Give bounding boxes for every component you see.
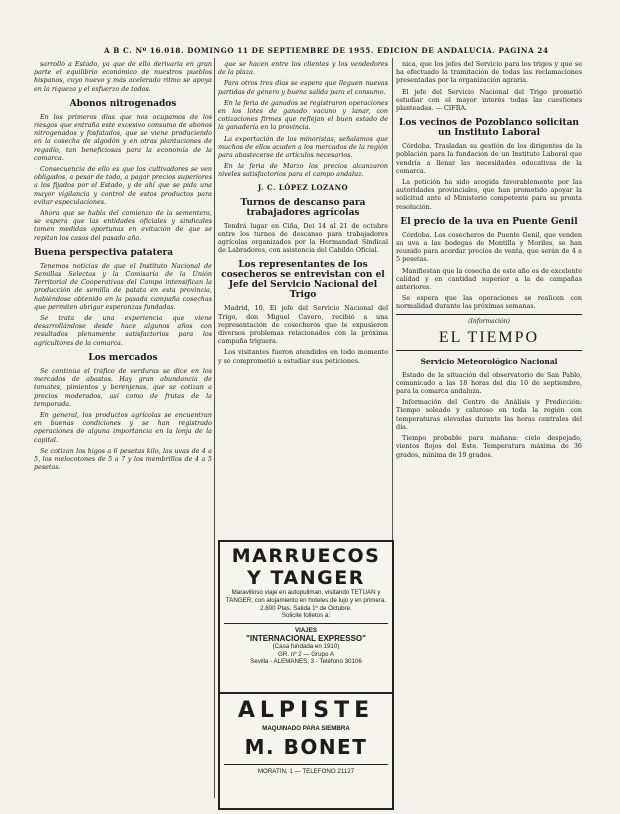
article-text: nica, que los jefes del Servicio para los trigos y que se ha efectuado la tramitación de todas las reclamaciones presentadas por la organización agraria.	[396, 60, 582, 85]
article-text: Tenemos noticias de que el Instituto Nacional de Semillas Selectas y la Comisaría de la Unión Territorial de Cooperativas del Campo intensifican la producción de semilla de patata en esta provincia, habiéndose obtenido en la pasada campaña cosechas que permiten abrigar esperanzas fundadas.	[34, 261, 212, 311]
article-text: Ahora que se habla del comienzo de la sementera, se espera que las entidades oficiales y sindicales tomen medidas oportunas en evitación de que se repitan los casos del pasado año.	[34, 209, 212, 242]
ad-address: MORATIN, 1 — TELEFONO 21127	[257, 767, 355, 775]
headline-cosecheros: Los representantes de los cosecheros se entrevistan con el Jefe del Servicio Nacional del Trigo	[221, 260, 385, 301]
ad-viajes: VIAJES	[294, 627, 317, 635]
article-text: Tendrá lugar en Ciña, Dei 14 al 21 de octubre entre los turnos de descanso para trabajadores agrícolas organizados por la Hermandad Sindical de Labradores, con asistencia del Cabildo Oficial.	[218, 221, 388, 255]
headline-pozoblanco: Los vecinos de Pozoblanco solicitan un Instituto Laboral	[399, 118, 579, 139]
article-text: Para otros tres días se espera que lleguen nuevas partidas de género y buena salida para el consumo.	[218, 79, 388, 96]
headline-patatera: Buena perspectiva patatera	[34, 247, 174, 258]
headline-mercados: Los mercados	[88, 352, 158, 363]
article-text: que se hacen entre los clientes y los vendedores de la plaza.	[218, 60, 388, 77]
ad-group: GR. nº 2 — Grupo A	[278, 650, 334, 658]
headline-uva: El precio de la uva en Puente Genil	[400, 216, 578, 227]
article-text: Información del Centro de Análisis y Predicción: Tiempo soleado y caluroso en toda la región con temperaturas elevadas durante las horas centrales del día.	[396, 398, 582, 431]
byline: J. C. LÓPEZ LOZANO	[257, 182, 349, 192]
ad-name: M. BONET	[244, 734, 368, 759]
headline-turnos: Turnos de descanso para trabajadores agrícolas	[240, 197, 366, 218]
ad-title: ALPISTE	[237, 698, 375, 723]
column-3	[396, 60, 582, 800]
page-header: A B C. Nº 16.018. DOMINGO 11 DE SEPTIEMBRE DE 1955. EDICION DE ANDALUCIA. PAGINA 24	[104, 46, 549, 55]
article-text: Estado de la situación del observatorio de San Pablo, comunicado a las 18 horas del día 10 de septiembre, para la comarca andaluza.	[396, 370, 582, 396]
article-text: En la feria de ganados se registraron operaciones en los lotes de ganado vacuno y lanar, con cotizaciones firmes que reflejan el buen estado de la ganadería en la provincia.	[218, 98, 388, 132]
ad-alpiste	[218, 692, 394, 810]
headline-meteo: Servicio Meteorológico Nacional	[420, 356, 558, 366]
column-rule	[214, 58, 215, 798]
ad-founded: (Casa fundada en 1910)	[272, 642, 340, 650]
divider	[224, 623, 388, 624]
article-text: sarrolló a Estado, ya que de ello derivaría en gran parte el equilibrio económico de nuestros pueblos hispanos, cuyo nuevo y más acelerado ritmo se apoya en la riqueza y el esfuerzo de todos.	[34, 60, 212, 93]
article-text: En los primeros días que nos ocupamos de los riesgos que entraña este excesivo consumo de abonos nitrogenados y fosfatados, que se viene produciendo en la cosecha de algodón y en otras plantaciones de regadío, tan beneficiosas para la economía de la comarca.	[34, 112, 212, 162]
ad-address: Sevilla - ALEMANES, 3 - Teléfono 30106	[250, 658, 362, 666]
ad-marruecos	[218, 540, 394, 698]
section-title-tiempo: EL TIEMPO	[438, 328, 540, 346]
article-text: El jefe del Servicio Nacional del Trigo prometió estudiar con el mayor interés todas las cuestiones planteadas. — CIFRA.	[396, 87, 582, 113]
column-1	[34, 60, 212, 800]
article-text: Consecuencia de ello es que los cultivadores se ven obligados, a pesar de todo, a pagar precios superiores a los fijados por el Estado, y de ahí que se pida una mayor vigilancia y control de estos productos para evitar especulaciones.	[34, 165, 212, 206]
ad-title: MARRUECOS	[231, 545, 381, 567]
article-text: Madrid, 10. El jefe del Servicio Nacional del Trigo, don Miguel Cavero, recibió a una representación de cosecheros que le expusieron diversos problemas relacionados con la próxima campaña triguera.	[218, 304, 388, 346]
ad-sub: MAQUINADO PARA SIEMBRA	[262, 725, 350, 732]
article-text: Se continúa el tráfico de verduras se dice en los mercados de abastos. Hay gran abundancia de tomates, pimientos y berenjenas, que se cotizan a precios moderados, así como de frutas de la temporada.	[34, 366, 212, 408]
section-tag: (Información)	[468, 317, 510, 325]
ad-footer: Solicite folletos a:	[281, 612, 331, 620]
ad-title: Y TANGER	[247, 567, 365, 589]
article-text: Manifiestan que la cosecha de este año es de excelente calidad y en cantidad superior a la de campañas anteriores.	[396, 266, 582, 292]
article-text: Tiempo probable para mañana: cielo despejado, vientos flojos del Este. Temperatura máxima de 36 grados, mínima de 19 grados.	[396, 434, 582, 459]
article-text: Córdoba. Trasladan su gestión de los dirigentes de la población para la fundación de un Instituto Laboral que vendría a llenar las necesidades educativas de la comarca.	[396, 142, 582, 175]
column-2	[218, 60, 388, 536]
headline-abonos: Abonos nitrogenados	[69, 98, 177, 109]
divider	[396, 314, 582, 315]
article-text: Córdoba. Los cosecheros de Puente Genil, que venden su uva a las bodegas de Montilla y Moriles, se han reunido para acordar precios de venta, que serán de 4 a 5 pesetas.	[396, 230, 582, 264]
article-text: Los visitantes fueron atendidos en todo momento y se comprometió a estudiar sus peticiones.	[218, 348, 388, 365]
article-text: Se espera que las operaciones se realicen con normalidad durante las próximas semanas.	[396, 294, 582, 311]
ad-company: "INTERNACIONAL EXPRESSO"	[246, 633, 366, 643]
divider	[224, 764, 388, 765]
article-text: Se cotizan los higos a 6 pesetas kilo, las uvas de 4 a 5, los melocotones de 5 a 7 y los membrillos de 4 a 5 pesetas.	[34, 446, 212, 472]
article-text: La exportación de los minoristas, señalamos que muchos de ellos acuden a los mercados de la región para abastecerse de artículos necesarios.	[218, 134, 388, 160]
ad-body: Maravilloso viaje en autopullman, visitando TETUAN y TANGER, con alojamiento en hoteles de lujo y en primera. 2.800 Ptas. Salida 1º de Octubre.	[225, 589, 387, 612]
article-text: En general, los productos agrícolas se encuentran en buenas condiciones y se han registrado operaciones de alguna importancia en la lonja de la capital.	[34, 410, 212, 444]
article-text: En la feria de Marzo los precios alcanzaron niveles satisfactorios para el campo andaluz.	[218, 162, 388, 179]
article-text: La petición ha sido acogida favorablemente por las autoridades provinciales, que han prometido apoyar la solicitud ante el Ministerio competente para su pronta resolución.	[396, 178, 582, 211]
article-text: Se trata de una experiencia que viene desarrollándose desde hace algunos años con resultados plenamente satisfactorios para los agricultores de la comarca.	[34, 314, 212, 347]
divider	[396, 350, 582, 351]
